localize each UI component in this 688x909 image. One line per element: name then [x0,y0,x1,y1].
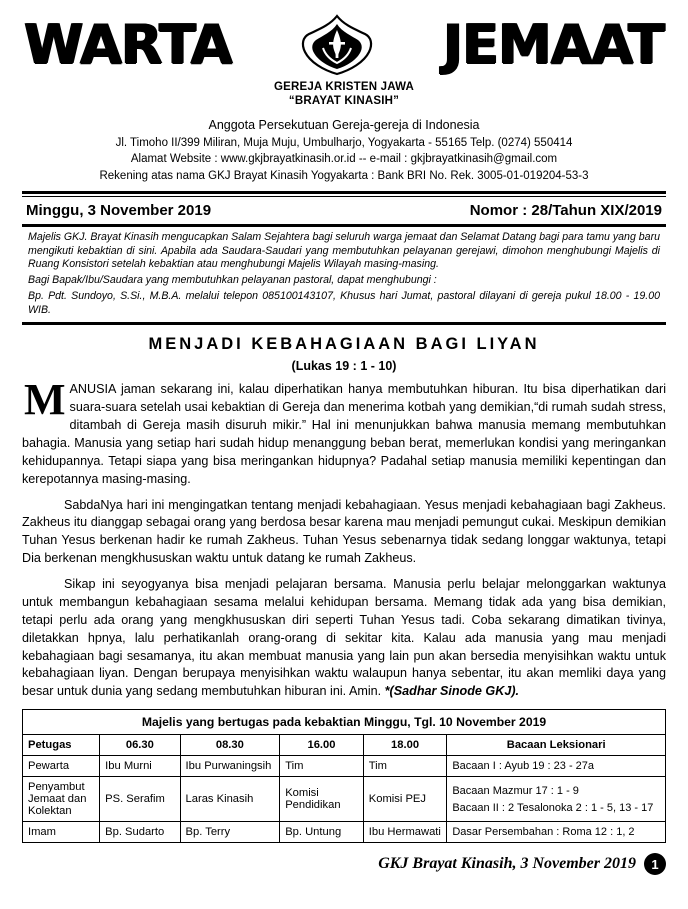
cell-pewarta-0830: Ibu Purwaningsih [180,756,280,777]
church-logo-icon [299,14,375,76]
table-caption-row [23,710,666,735]
masthead-word-right: JEMAAT [443,13,664,77]
column-header-time-0830: 08.30 [180,735,280,756]
table-row [23,756,666,777]
cell-penyambut-0630: PS. Serafim [100,777,180,822]
address-line-2: Alamat Website : www.gkjbrayatkinasih.or.id -- e-mail : gkjbrayatkinasih@gmail.com [130,153,558,166]
notice-paragraph-3: Bp. Pdt. Sundoyo, S.Si., M.B.A. melalui telepon 085100143107, Khusus hari Jumat, pastoral dilayani di gereja pukul 18.00 - 19.00 WIB. [28,289,660,316]
article-paragraph-3 [22,576,666,701]
issue-number: Nomor : 28/Tahun XIX/2019 [469,201,662,219]
schedule-section [22,709,666,843]
article-paragraph-1 [22,375,666,488]
footer [22,853,666,875]
church-name-line2: “BRAYAT KINASIH” [288,95,400,108]
service-schedule-table [22,709,666,843]
column-header-time-1600: 16.00 [280,735,364,756]
masthead [22,14,666,76]
issue-date: Minggu, 3 November 2019 [26,201,212,219]
notice-paragraph-1: Majelis GKJ. Brayat Kinasih mengucapkan Salam Sejahtera bagi seluruh warga jemaat dan Selamat Datang bagi para tamu yang baru mengikuti kebaktian di sini. Apabila ada Saudara-Saudari yang membutuhkan pelayanan gerejawi, dimohon menghubungi Majelis di Ruang Konsistori setelah kebaktian atau menghubungi Majelis Wilayah masing-masing. [28,230,660,271]
row-label-penyambut: Penyambut Jemaat dan Kolektan [23,777,100,822]
cell-lectionary-2 [447,777,666,822]
article-title: MENJADI KEBAHAGIAAN BAGI LIYAN [148,335,540,354]
article-body [22,375,666,701]
church-name-line1: GEREJA KRISTEN JAWA [273,81,415,93]
address-block [22,135,666,185]
schedule-caption: Majelis yang bertugas pada kebaktian Minggu, Tgl. 10 November 2019 [23,710,666,735]
notice-paragraph-2: Bagi Bapak/Ibu/Saudara yang membutuhkan pelayanan pastoral, dapat menghubungi : [28,274,437,287]
cell-pewarta-1600: Tim [280,756,364,777]
church-flame-logo [294,14,380,76]
article-scripture-reference: (Lukas 19 : 1 - 10) [291,359,397,374]
cell-imam-1800: Ibu Hermawati [363,822,447,843]
article-paragraph-3-text: Sikap ini seyogyanya bisa menjadi pelajaran bersama. Manusia perlu belajar melonggarkan waktunya untuk membangun kebahagiaan sesama melalui kehidupan bersama. Memang tidak ada yang bisa demikian, tetapi perlu ada orang yang mengkhususkan diri seperti Tuhan Yesus tadi. Coba sekarang dimatikan tivinya, diletakkan hpnya, lalu perhatikanlah orang-orang di sekitar kita. Kalau ada manusia yang mau menjadi kebahagiaan bagi sesamanya, itu akan membuat manusia yang lain pun akan bersedia menyisihkan waktu untuk kebahagiaan liyan. Dengan berupaya menyisihkan waktu walaupun hanya sebentar, itu akan memliki daya yang besar untuk dunia yang sedang membutuhkan hiburan ini. Amin. [22,577,666,699]
table-row [23,822,666,843]
church-name [22,80,666,109]
masthead-word-left: WARTA [24,13,232,77]
row-label-imam: Imam [23,822,100,843]
table-header-row [23,735,666,756]
column-header-time-1800: 18.00 [363,735,447,756]
address-line-1: Jl. Timoho II/399 Miliran, Muja Muju, Umbulharjo, Yogyakarta - 55165 Telp. (0274) 550414 [115,136,573,149]
organization-line: Anggota Persekutuan Gereja-gereja di Indonesia [208,117,480,132]
footer-text: GKJ Brayat Kinasih, 3 November 2019 [378,855,636,873]
row-label-pewarta: Pewarta [23,756,100,777]
column-header-lectionary: Bacaan Leksionari [447,735,666,756]
article-paragraph-1-text: ANUSIA jaman sekarang ini, kalau diperhatikan hanya membutuhkan hiburan. Itu bisa diperhatikan dari suara-suara setelah usai kebaktian di Gereja dan menerima kotbah yang demikian,“di rumah sudah stress, ditambah di Gereja masih disuruh mikir.” Hal ini menunjukkan bahwa manusia memang membutuhkan bahagia. Manusia yang setiap hari sudah hidup menanggung beban berat, memerlukan kondisi yang meringankan kehidupannya. Tetapi siapa yang bisa meringankan hidupnya? Padahal setiap manusia memiliki kepentingan dan kerepotannya masing-masing. [22,382,666,486]
cell-imam-1600: Bp. Untung [280,822,364,843]
cell-lectionary-1: Bacaan I : Ayub 19 : 23 - 27a [447,756,666,777]
article-paragraph-2: SabdaNya hari ini mengingatkan tentang menjadi kebahagiaan. Yesus menjadi kebahagiaan bagi Zakheus. Zakheus itu dianggap sebagai orang yang berdosa besar karena mau menjadi pemungut cukai. Meskipun demikian Tuhan Yesus berkenan hadir ke rumah Zakheus. Tuhan Yesus sebenarnya tidak sedang longgar waktunya, tetapi Dia berkenan mengkhususkan waktu untuk datang ke rumah Zakheus. [22,497,666,566]
column-header-task: Petugas [23,735,100,756]
cell-penyambut-1800: Komisi PEJ [363,777,447,822]
cell-penyambut-1600: Komisi Pendidikan [280,777,364,822]
table-row [23,777,666,822]
cell-penyambut-0830: Laras Kinasih [180,777,280,822]
issue-bar [22,197,666,224]
welcome-notice [22,224,666,326]
cell-imam-0830: Bp. Terry [180,822,280,843]
cell-imam-0630: Bp. Sudarto [100,822,180,843]
lectionary-bacaan-ii: Bacaan II : 2 Tesalonoka 2 : 1 - 5, 13 - 17 [452,801,654,814]
lectionary-mazmur: Bacaan Mazmur 17 : 1 - 9 [452,784,579,797]
article-signature: *(Sadhar Sinode GKJ). [384,684,520,699]
page-number-badge: 1 [644,853,666,875]
cell-pewarta-1800: Tim [363,756,447,777]
article-dropcap: M [24,375,66,425]
column-header-time-0630: 06.30 [100,735,180,756]
address-line-3: Rekening atas nama GKJ Brayat Kinasih Yogyakarta : Bank BRI No. Rek. 3005-01-019204-53-3 [99,170,589,183]
divider-thick-top [22,191,666,194]
cell-pewarta-0630: Ibu Murni [100,756,180,777]
cell-lectionary-3: Dasar Persembahan : Roma 12 : 1, 2 [447,822,666,843]
